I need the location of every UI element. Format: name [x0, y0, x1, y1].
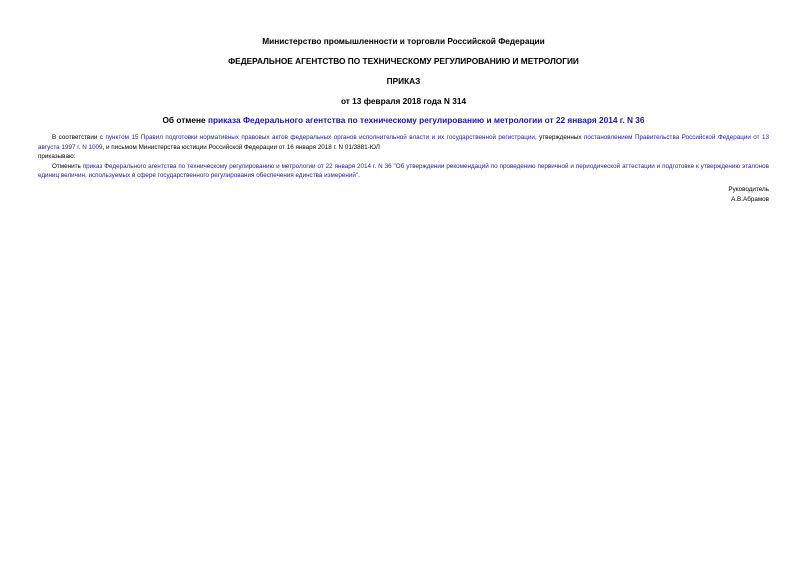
- document-type: ПРИКАЗ: [386, 76, 421, 86]
- operative-paragraph: [38, 162, 769, 181]
- operative-text-2: .: [358, 172, 360, 180]
- operative-text-1: Отменить: [52, 162, 83, 170]
- subject-prefix: Об отмене: [162, 115, 208, 125]
- preamble-text-1: В соответствии с: [52, 134, 106, 141]
- signature-position: Руководитель: [728, 186, 769, 193]
- order-subject: [38, 115, 769, 126]
- signature-name: А.В.Абрамов: [731, 196, 769, 203]
- cancelled-order-link[interactable]: приказ Федерального агентства по техническому регулированию и метрологии от 22 января 2014 г. N 36 "Об утверждении рекомендаций по проведению первичной и периодической аттестации и подготовке к утверждению эталонов единиц величин, используемых в сфере государственного регулирования обеспечения единства измерений": [38, 162, 769, 180]
- rules-link[interactable]: пунктом 15 Правил подготовки нормативных правовых актов федеральных органов исполнительной власти и их государственной регистрации: [105, 134, 535, 141]
- subject-link[interactable]: приказа Федерального агентства по техническому регулированию и метрологии от 22 января 2014 г. N 36: [207, 115, 645, 125]
- preamble-text-3: , и письмом Министерства юстиции Российской Федерации от 16 января 2018 г. N 01/3881-ЮЛ: [102, 143, 380, 151]
- order-body: [38, 133, 769, 181]
- preamble-paragraph: [38, 133, 769, 152]
- order-date-number: от 13 февраля 2018 года N 314: [340, 96, 467, 106]
- agency-name: ФЕДЕРАЛЬНОЕ АГЕНТСТВО ПО ТЕХНИЧЕСКОМУ РЕГУЛИРОВАНИЮ И МЕТРОЛОГИИ: [228, 56, 579, 66]
- ministry-name: Министерство промышленности и торговли Российской Федерации: [262, 36, 545, 46]
- preamble-text-2: , утвержденных: [534, 134, 584, 141]
- resolution-link[interactable]: постановлением Правительства Российской Федерации от 13 августа 1997 г. N 1009: [38, 134, 770, 151]
- orders-line: приказываю:: [38, 153, 76, 161]
